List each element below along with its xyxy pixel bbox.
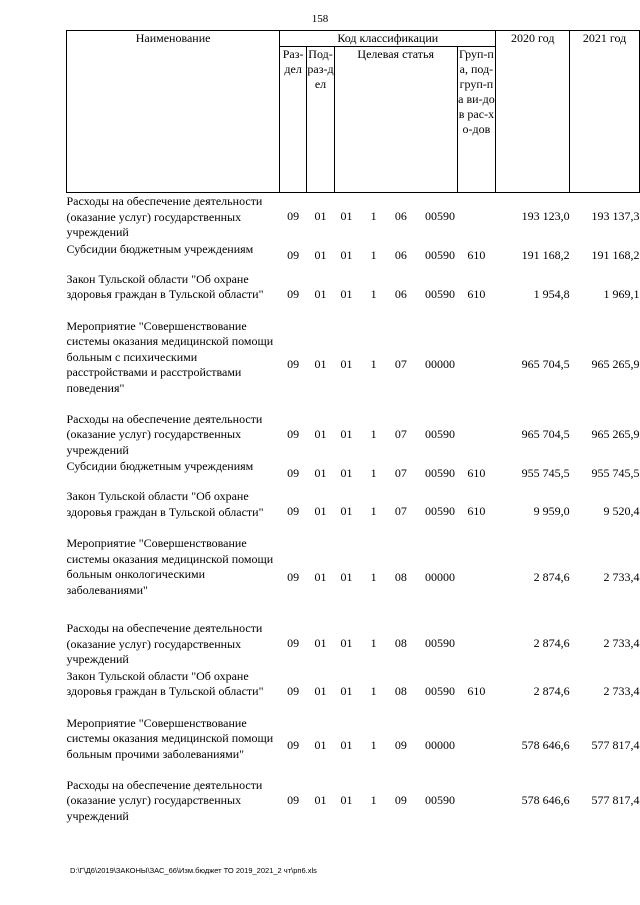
row-target-article-part: 00590: [425, 636, 455, 651]
row-target-article-part: 00000: [425, 356, 455, 371]
table-row: [67, 535, 640, 620]
row-section: 09: [287, 248, 300, 262]
row-value-2021: 2 733,4: [603, 683, 640, 698]
row-target-article: [334, 458, 457, 488]
row-subsection: 01: [314, 426, 327, 441]
row-subsection: 01: [314, 683, 327, 698]
row-subsection: 01: [314, 209, 327, 224]
row-value-2021: 577 817,4: [591, 792, 640, 807]
row-value-2021: 955 745,5: [591, 465, 640, 480]
row-target-article-part: 01: [340, 286, 353, 301]
row-value-2020: 578 646,6: [521, 738, 570, 752]
budget-table: [66, 30, 640, 824]
row-target-article-part: 06: [394, 286, 407, 301]
row-expense-group: 610: [467, 286, 486, 301]
row-name: Субсидии бюджетным учреждениям: [66, 459, 254, 473]
row-value-2020: 2 874,6: [533, 683, 570, 698]
row-expense-group: [457, 318, 496, 411]
header-2021: 2021 год: [570, 31, 640, 193]
row-target-article-part: 1: [370, 636, 377, 651]
row-subsection: 01: [314, 504, 327, 518]
header-2020: 2020 год: [496, 31, 570, 193]
row-target-article-part: 1: [370, 738, 377, 752]
row-value-2021: 2 733,4: [603, 570, 640, 584]
row-expense-group: [457, 620, 496, 668]
row-expense-group: [457, 715, 496, 777]
row-target-article-part: 1: [370, 504, 377, 518]
row-target-article: [334, 271, 457, 318]
row-target-article-part: 00590: [425, 683, 455, 698]
row-subsection: 01: [314, 636, 327, 651]
table-row: [67, 488, 640, 535]
row-value-2020: 193 123,0: [521, 209, 570, 224]
header-target-article: Целевая статья: [334, 47, 457, 193]
row-name: Закон Тульской области "Об охране здоровья граждан в Тульской области": [66, 668, 264, 698]
row-target-article-part: 06: [394, 209, 407, 224]
row-expense-group: [457, 411, 496, 459]
row-subsection: 01: [314, 356, 327, 371]
row-target-article-part: 00590: [425, 465, 455, 480]
row-target-article-part: 07: [394, 426, 407, 441]
row-target-article-part: 1: [370, 792, 377, 807]
row-target-article-part: 01: [340, 356, 353, 371]
row-target-article-part: 08: [394, 570, 407, 584]
row-target-article-part: 08: [394, 636, 407, 651]
row-target-article-part: 1: [370, 465, 377, 480]
row-target-article-part: 01: [340, 465, 353, 480]
row-target-article-part: 09: [394, 738, 407, 752]
row-expense-group: [457, 535, 496, 620]
row-target-article-part: 01: [340, 636, 353, 651]
header-code-group: Код классификации: [280, 31, 496, 47]
row-value-2021: 9 520,4: [603, 504, 640, 518]
row-name: Закон Тульской области "Об охране здоровья граждан в Тульской области": [66, 489, 264, 519]
row-value-2020: 9 959,0: [533, 504, 570, 518]
row-name: Мероприятие "Совершенствование системы оказания медицинской помощи больным прочими заболеваниями": [66, 715, 274, 761]
row-value-2020: 191 168,2: [521, 248, 570, 262]
row-target-article-part: 00590: [425, 426, 455, 441]
header-subsection: Под-раз-дел: [307, 47, 335, 193]
table-row: [67, 318, 640, 411]
row-target-article-part: 1: [370, 356, 377, 371]
table-row: [67, 715, 640, 777]
row-section: 09: [287, 356, 300, 371]
row-section: 09: [287, 636, 300, 651]
row-expense-group: [457, 777, 496, 825]
row-target-article-part: 1: [370, 570, 377, 584]
row-value-2021: 1 969,1: [603, 286, 640, 301]
row-target-article-part: 01: [340, 792, 353, 807]
table-row: [67, 668, 640, 715]
row-value-2020: 955 745,5: [521, 465, 570, 480]
row-target-article: [334, 715, 457, 777]
row-value-2021: 2 733,4: [603, 636, 640, 651]
row-target-article: [334, 318, 457, 411]
row-target-article-part: 01: [340, 248, 353, 262]
row-target-article-part: 09: [394, 792, 407, 807]
row-subsection: 01: [314, 286, 327, 301]
table-row: [67, 271, 640, 318]
row-subsection: 01: [314, 792, 327, 807]
row-name: Мероприятие "Совершенствование системы оказания медицинской помощи больным с психическими расстройствами и расстройствами поведения": [66, 318, 274, 395]
row-target-article-part: 00590: [425, 504, 455, 518]
row-target-article: [334, 193, 457, 241]
row-target-article-part: 1: [370, 683, 377, 698]
page-number: 158: [311, 13, 329, 25]
header-section: Раз-дел: [280, 47, 307, 193]
row-target-article-part: 1: [370, 209, 377, 224]
row-target-article-part: 08: [394, 683, 407, 698]
row-target-article: [334, 535, 457, 620]
row-expense-group: 610: [467, 248, 486, 262]
row-name: Мероприятие "Совершенствование системы оказания медицинской помощи больным онкологическими заболеваниями": [66, 536, 274, 597]
header-expense-group: Груп-па, под-груп-па ви-дов рас-хо-дов: [457, 47, 496, 193]
row-target-article-part: 07: [394, 465, 407, 480]
row-value-2020: 2 874,6: [533, 636, 570, 651]
table-body: [67, 193, 640, 825]
row-target-article-part: 06: [394, 248, 407, 262]
row-target-article-part: 07: [394, 504, 407, 518]
row-value-2021: 191 168,2: [591, 248, 640, 262]
row-section: 09: [287, 570, 300, 584]
row-target-article-part: 01: [340, 426, 353, 441]
row-value-2020: 965 704,5: [521, 356, 570, 371]
row-section: 09: [287, 465, 300, 480]
row-target-article-part: 00590: [425, 286, 455, 301]
row-target-article-part: 07: [394, 356, 407, 371]
row-target-article-part: 01: [340, 683, 353, 698]
row-value-2021: 965 265,9: [591, 426, 640, 441]
row-value-2020: 965 704,5: [521, 426, 570, 441]
row-target-article-part: 00590: [425, 209, 455, 224]
row-section: 09: [287, 738, 300, 752]
file-path-footer: D:\Г\Д6\2019\ЗАКОНЫ\ЗАС_66\Изм.бюджет ТО 2019_2021_2 чт\рп6.xls: [70, 866, 317, 875]
row-value-2020: 1 954,8: [533, 286, 570, 301]
row-name: Расходы на обеспечение деятельности (оказание услуг) государственных учреждений: [66, 194, 263, 239]
row-name: Субсидии бюджетным учреждениям: [66, 241, 254, 256]
row-target-article: [334, 411, 457, 459]
table-row: [67, 458, 640, 488]
row-section: 09: [287, 792, 300, 807]
row-subsection: 01: [314, 465, 327, 480]
row-subsection: 01: [314, 570, 327, 584]
row-target-article-part: 01: [340, 504, 353, 518]
header-name: Наименование: [67, 31, 280, 193]
row-target-article-part: 01: [340, 209, 353, 224]
row-target-article: [334, 668, 457, 715]
table-row: [67, 193, 640, 241]
row-section: 09: [287, 286, 300, 301]
row-name: Закон Тульской области "Об охране здоровья граждан в Тульской области": [66, 271, 264, 301]
row-expense-group: 610: [467, 465, 486, 480]
row-section: 09: [287, 504, 300, 518]
row-target-article: [334, 777, 457, 825]
row-subsection: 01: [314, 738, 327, 752]
row-target-article-part: 1: [370, 286, 377, 301]
row-section: 09: [287, 426, 300, 441]
row-name: Расходы на обеспечение деятельности (оказание услуг) государственных учреждений: [66, 621, 263, 666]
row-target-article-part: 00000: [425, 570, 455, 584]
row-section: 09: [287, 209, 300, 224]
row-target-article-part: 00590: [425, 248, 455, 262]
row-target-article-part: 01: [340, 570, 353, 584]
row-value-2021: 577 817,4: [591, 738, 640, 752]
table-row: [67, 411, 640, 459]
row-expense-group: [457, 193, 496, 241]
row-target-article-part: 1: [370, 248, 377, 262]
row-target-article: [334, 241, 457, 271]
row-target-article-part: 01: [340, 738, 353, 752]
table-row: [67, 620, 640, 668]
row-target-article-part: 00000: [425, 738, 455, 752]
row-name: Расходы на обеспечение деятельности (оказание услуг) государственных учреждений: [66, 777, 263, 823]
row-section: 09: [287, 683, 300, 698]
row-value-2020: 2 874,6: [533, 570, 570, 584]
row-target-article: [334, 488, 457, 535]
row-value-2021: 193 137,3: [591, 209, 640, 224]
row-subsection: 01: [314, 248, 327, 262]
table-row: [67, 241, 640, 271]
row-expense-group: 610: [467, 504, 486, 518]
row-target-article-part: 1: [370, 426, 377, 441]
row-target-article-part: 00590: [425, 792, 455, 807]
row-value-2020: 578 646,6: [521, 792, 570, 807]
row-value-2021: 965 265,9: [591, 356, 640, 371]
row-target-article: [334, 620, 457, 668]
row-expense-group: 610: [467, 683, 486, 698]
row-name: Расходы на обеспечение деятельности (оказание услуг) государственных учреждений: [66, 411, 263, 457]
table-row: [67, 777, 640, 825]
